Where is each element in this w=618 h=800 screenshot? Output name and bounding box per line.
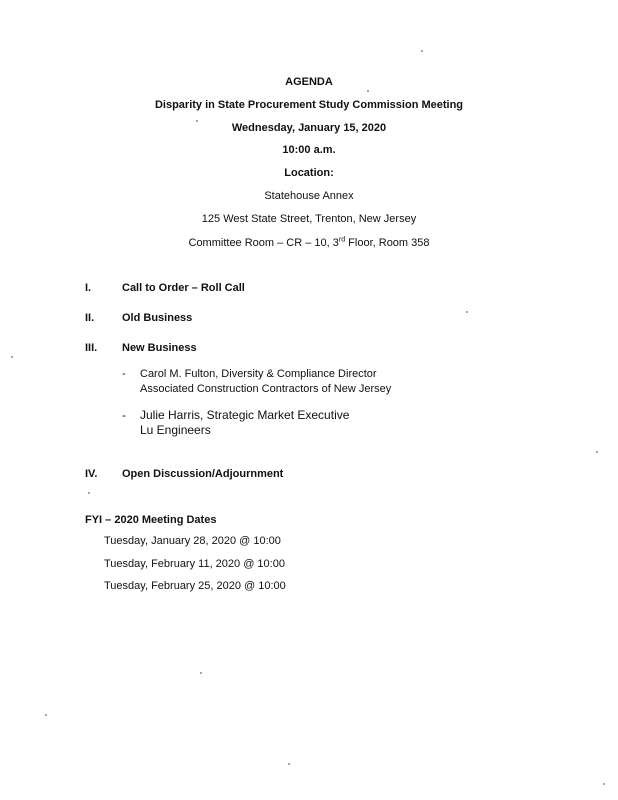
location-building: Statehouse Annex: [264, 190, 354, 202]
room-ordinal-suffix: rd: [338, 236, 346, 244]
scan-speck: [196, 120, 198, 122]
room-suffix: Floor, Room 358: [345, 237, 430, 249]
scan-speck: [421, 50, 423, 52]
meeting-date-item: Tuesday, February 25, 2020 @ 10:00: [104, 580, 286, 592]
speaker-entry: [122, 367, 391, 397]
meeting-title: Disparity in State Procurement Study Commission Meeting: [154, 99, 464, 111]
meeting-time: 10:00 a.m.: [282, 144, 336, 156]
agenda-item-title: Open Discussion/Adjournment: [122, 468, 284, 480]
location-room: [0, 236, 618, 250]
speaker-name: Carol M. Fulton, Diversity & Compliance Director: [140, 368, 377, 380]
speaker-name: Julie Harris, Strategic Market Executive: [140, 408, 350, 422]
location-label: Location:: [284, 167, 334, 179]
speaker-entry: [122, 408, 349, 438]
scan-speck: [200, 672, 202, 674]
agenda-item-title: Old Business: [122, 312, 193, 324]
agenda-item-numeral: III.: [85, 342, 98, 354]
bullet-dash: -: [122, 408, 126, 422]
agenda-heading: AGENDA: [285, 76, 333, 88]
agenda-item-numeral: I.: [85, 282, 92, 294]
location-address: 125 West State Street, Trenton, New Jersey: [201, 213, 417, 225]
meeting-date: Wednesday, January 15, 2020: [231, 122, 387, 134]
bullet-dash: -: [122, 368, 126, 380]
agenda-item-title: New Business: [122, 342, 197, 354]
scan-speck: [466, 311, 468, 313]
speaker-organization: Lu Engineers: [140, 423, 211, 437]
scan-speck: [88, 492, 90, 494]
scan-speck: [45, 714, 47, 716]
agenda-item-numeral: II.: [85, 312, 95, 324]
scan-speck: [367, 90, 369, 92]
scan-speck: [11, 356, 13, 358]
scan-speck: [596, 451, 598, 453]
meeting-date-item: Tuesday, January 28, 2020 @ 10:00: [104, 535, 281, 547]
scan-speck: [288, 763, 290, 765]
fyi-heading: FYI – 2020 Meeting Dates: [85, 514, 217, 526]
agenda-item-numeral: IV.: [85, 468, 98, 480]
scan-speck: [603, 783, 605, 785]
speaker-organization: Associated Construction Contractors of New Jersey: [140, 383, 392, 395]
room-prefix: Committee Room – CR – 10, 3: [188, 237, 339, 249]
agenda-item-title: Call to Order – Roll Call: [122, 282, 245, 294]
meeting-date-item: Tuesday, February 11, 2020 @ 10:00: [104, 558, 285, 570]
